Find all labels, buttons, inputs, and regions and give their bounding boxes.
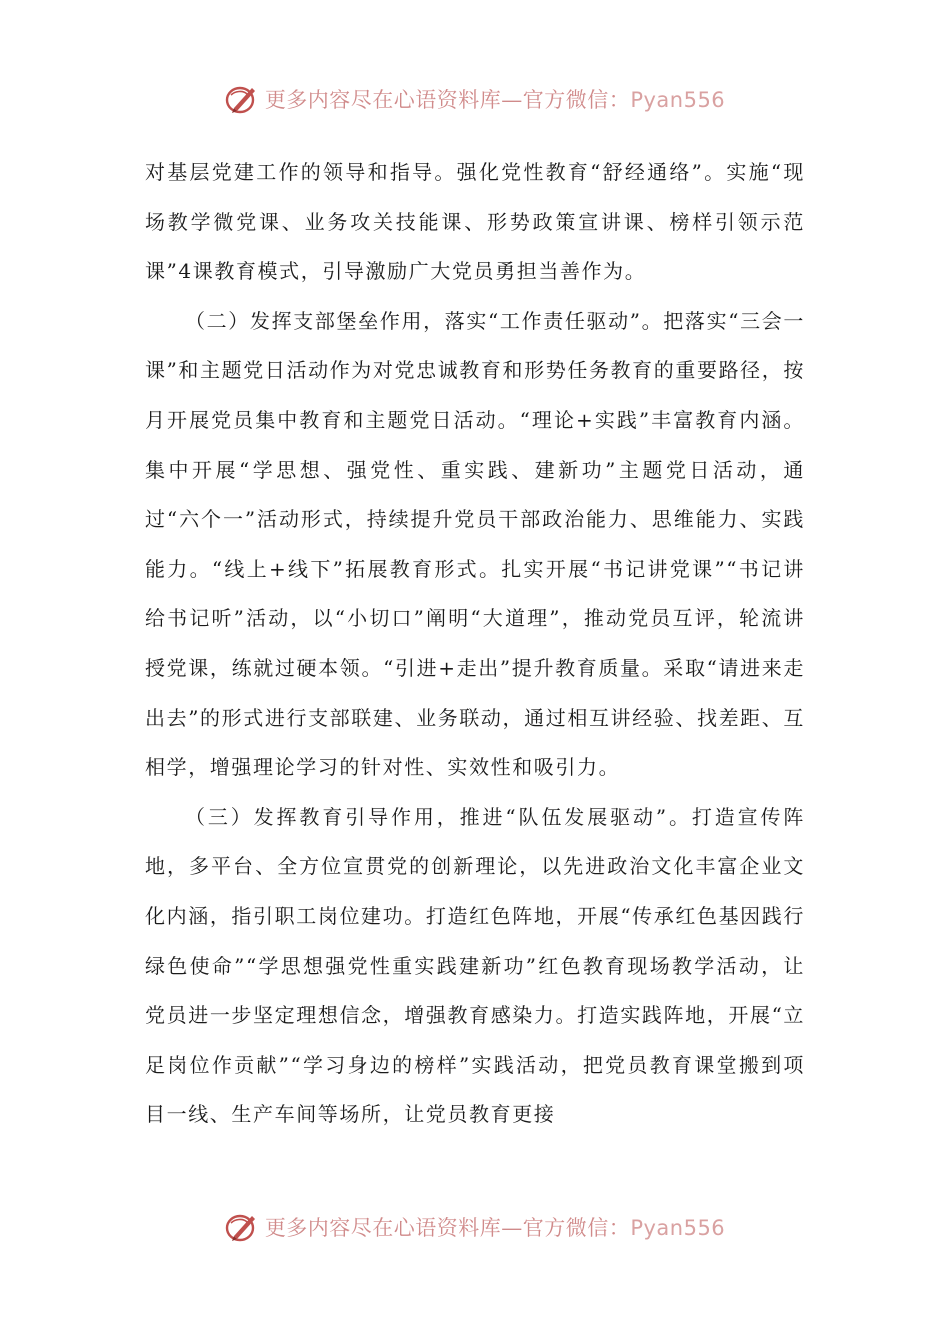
document-body [145,148,805,1140]
wechat-id: Pyan556 [630,1216,726,1240]
wechat-id: Pyan556 [630,88,726,112]
footer-watermark [0,1210,950,1244]
header-watermark [0,82,950,116]
watermark-text: 更多内容尽在心语资料库—官方微信：Pyan556 [264,1216,726,1240]
pen-logo-icon [225,82,259,116]
pen-logo-icon [225,1210,259,1244]
paragraph-section-3: （三）发挥教育引导作用，推进“队伍发展驱动”。打造宣传阵地，多平台、全方位宣贯党的创新理论，以先进政治文化丰富企业文化内涵，指引职工岗位建功。打造红色阵地，开展“传承红色基因践行绿色使命”“学思想强党性重实践建新功”红色教育现场教学活动，让党员进一步坚定理想信念，增强教育感染力。打造实践阵地，开展“立足岗位作贡献”“学习身边的榜样”实践活动，把党员教育课堂搬到项目一线、生产车间等场所，让党员教育更接 [145,804,805,1127]
paragraph-section-2: （二）发挥支部堡垒作用，落实“工作责任驱动”。把落实“三会一课”和主题党日活动作为对党忠诚教育和形势任务教育的重要路径，按月开展党员集中教育和主题党日活动。“理论+实践”丰富教育内涵。集中开展“学思想、强党性、重实践、建新功”主题党日活动，通过“六个一”活动形式，持续提升党员干部政治能力、思维能力、实践能力。“线上+线下”拓展教育形式。扎实开展“书记讲党课”“书记讲给书记听”活动，以“小切口”阐明“大道理”，推动党员互评，轮流讲授党课，练就过硬本领。“引进+走出”提升教育质量。采取“请进来走出去”的形式进行支部联建、业务联动，通过相互讲经验、找差距、互相学，增强理论学习的针对性、实效性和吸引力。 [145,308,805,780]
watermark-text: 更多内容尽在心语资料库—官方微信：Pyan556 [264,88,726,112]
paragraph-continued: 对基层党建工作的领导和指导。强化党性教育“舒经通络”。实施“现场教学微党课、业务攻关技能课、形势政策宣讲课、榜样引领示范课”4课教育模式，引导激励广大党员勇担当善作为。 [145,160,805,284]
